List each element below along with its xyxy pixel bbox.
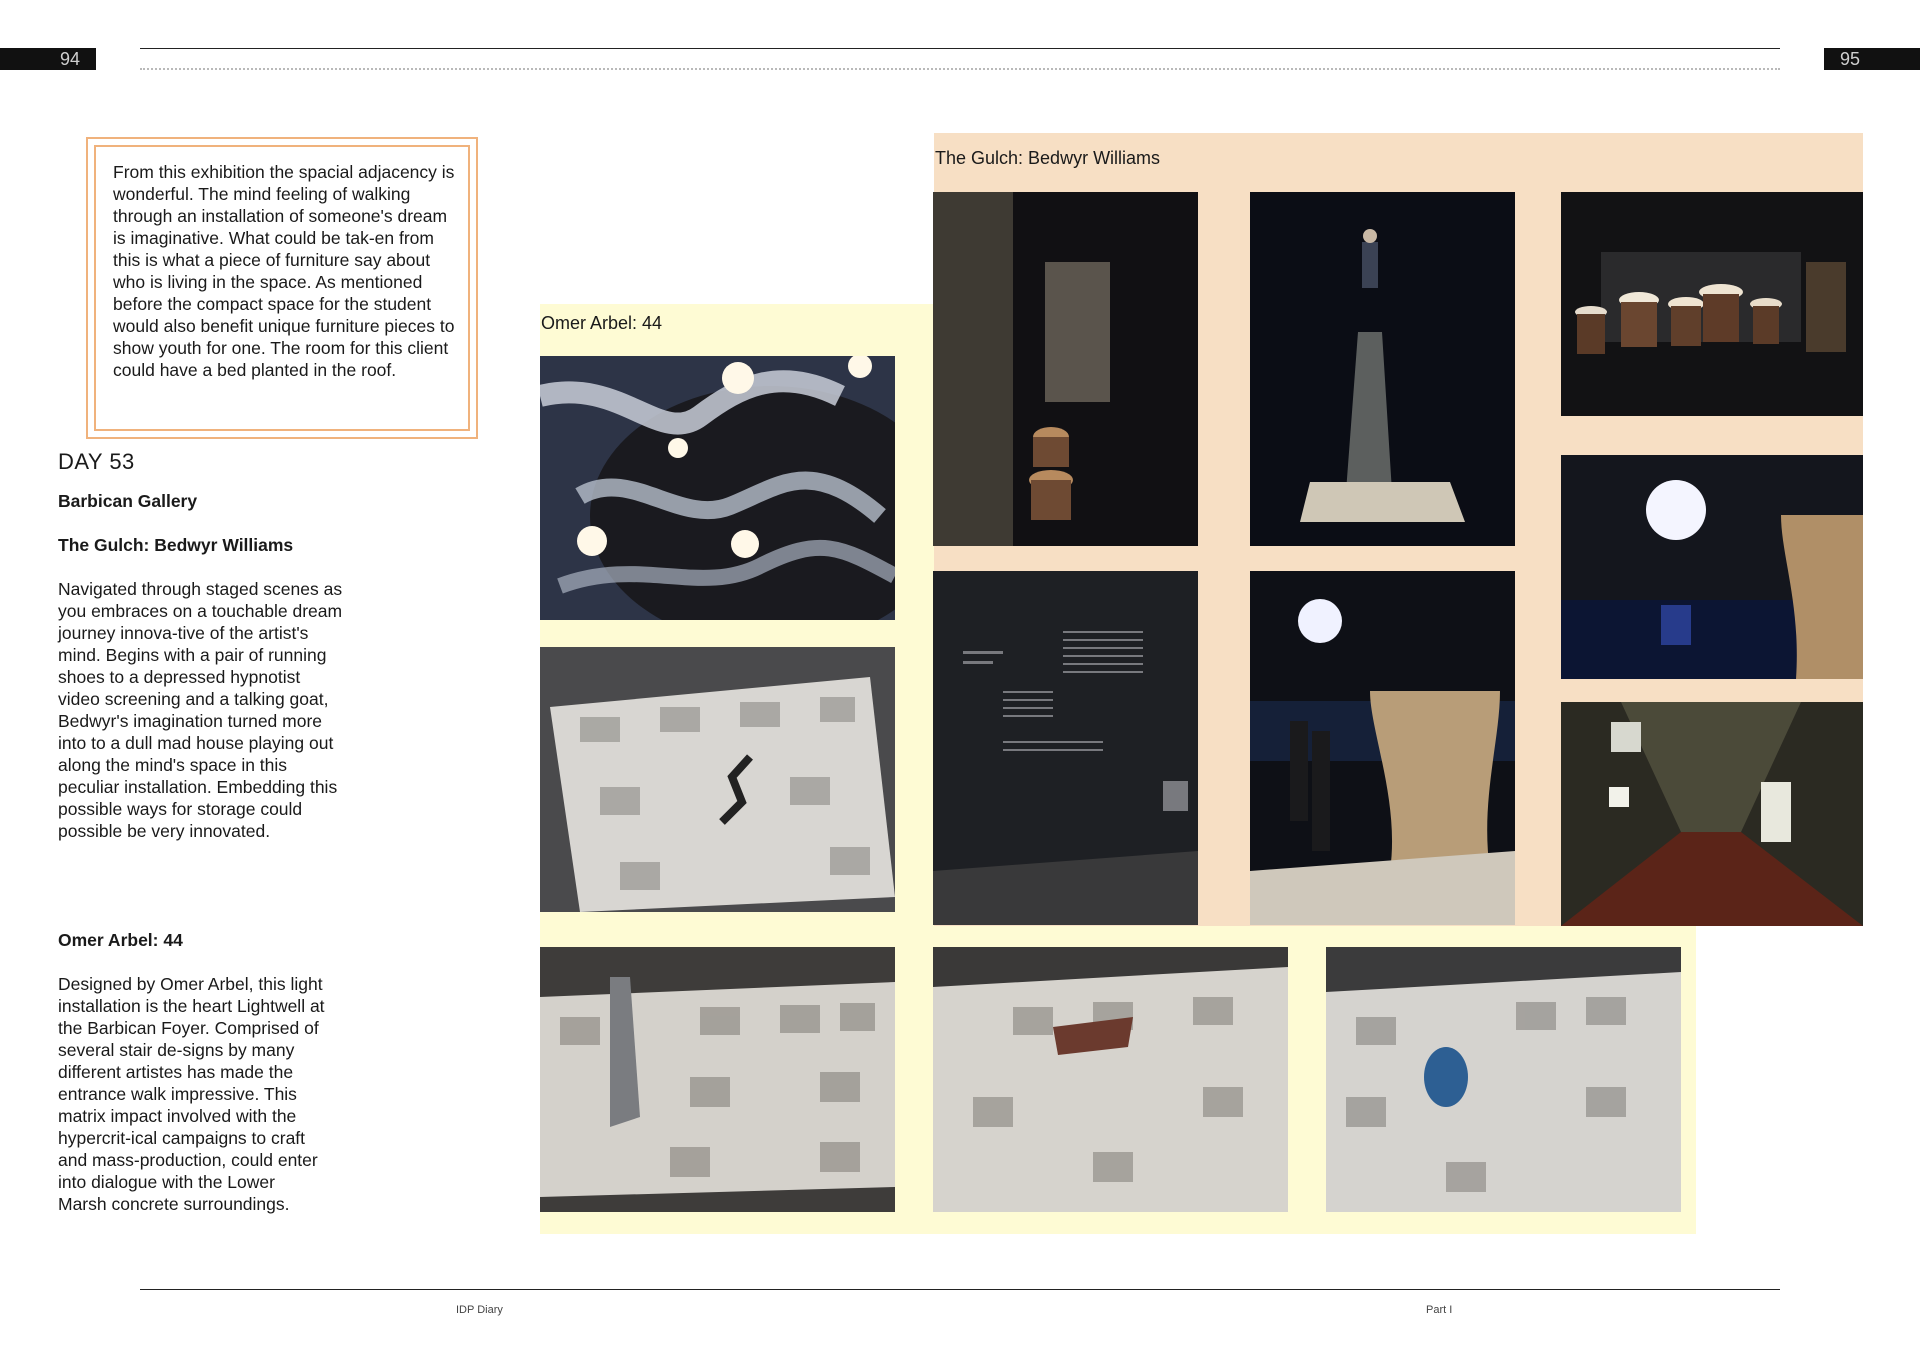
footer-rule — [140, 1289, 1780, 1290]
display-table-icon — [540, 947, 895, 1212]
display-table-icon — [540, 647, 895, 912]
gulch-section-text: Navigated through staged scenes as you embraces on a touchable dream journey innova-tive of the artist's mind. Begins with a pair of running shoes to a depressed hypnotist video screening and a talking goat, Bedwyr's imagination turned more into to a dull mad house playing out along the mind's space in this peculiar installation. Embedding this possible ways for storage could possible be very innovated. — [58, 579, 343, 841]
omer-caption: Omer Arbel: 44 — [541, 313, 663, 333]
omer-section-text: Designed by Omer Arbel, this light installation is the heart Lightwell at the Barbican Foyer. Comprised of several stair de-signs by many different artistes has made the entrance walk impressive. This matrix impact involved with the hypercrit-ical campaigns to craft and mass-production, could enter into dialogue with the Lower Marsh concrete surroundings. — [58, 974, 325, 1214]
gulch-figure-pillar-photo — [1250, 192, 1515, 546]
omer-chandelier-photo — [540, 356, 895, 620]
omer-stair-model-2-photo — [540, 947, 895, 1212]
dark-room-icon — [1250, 571, 1515, 925]
gulch-drums-photo — [1561, 192, 1863, 416]
gulch-doorway-photo — [933, 192, 1198, 546]
omer-section-title: Omer Arbel: 44 — [58, 930, 183, 950]
footer-right-label: Part I — [1426, 1304, 1453, 1316]
display-table-icon — [1326, 947, 1681, 1212]
gulch-moon-plant-photo — [1250, 571, 1515, 925]
gulch-caption: The Gulch: Bedwyr Williams — [935, 148, 1161, 168]
dark-room-icon — [1561, 192, 1863, 416]
page-number-right: 95 — [1824, 48, 1920, 70]
venue-title: Barbican Gallery — [58, 491, 198, 511]
page-number-left: 94 — [0, 48, 96, 70]
display-table-icon — [933, 947, 1288, 1212]
gulch-section-title: The Gulch: Bedwyr Williams — [58, 535, 294, 555]
gulch-corridor-photo — [1561, 702, 1863, 926]
light-installation-icon — [540, 356, 895, 620]
omer-stair-model-3-photo — [933, 947, 1288, 1212]
gulch-wall-text-photo — [933, 571, 1198, 925]
dark-room-icon — [1561, 702, 1863, 926]
dark-room-icon — [1561, 455, 1863, 679]
day-heading: DAY 53 — [58, 449, 135, 474]
omer-stair-model-1-photo — [540, 647, 895, 912]
header-dotted-rule — [140, 68, 1780, 70]
dark-room-icon — [933, 571, 1198, 925]
omer-stair-model-4-photo — [1326, 947, 1681, 1212]
header-rule — [140, 48, 1780, 49]
dark-room-icon — [1250, 192, 1515, 546]
gulch-moon-sea-photo — [1561, 455, 1863, 679]
dark-room-icon — [933, 192, 1198, 546]
footer-left-label: IDP Diary — [456, 1304, 503, 1316]
note-text: From this exhibition the spacial adjacency is wonderful. The mind feeling of walking through an installation of someone's dream is imaginative. What could be tak-en from this is what a piece of furniture say about who is living in the space. As mentioned before the compact space for the student would also benefit unique furniture pieces to show youth for one. The room for this client could have a bed planted in the roof. — [113, 162, 455, 380]
